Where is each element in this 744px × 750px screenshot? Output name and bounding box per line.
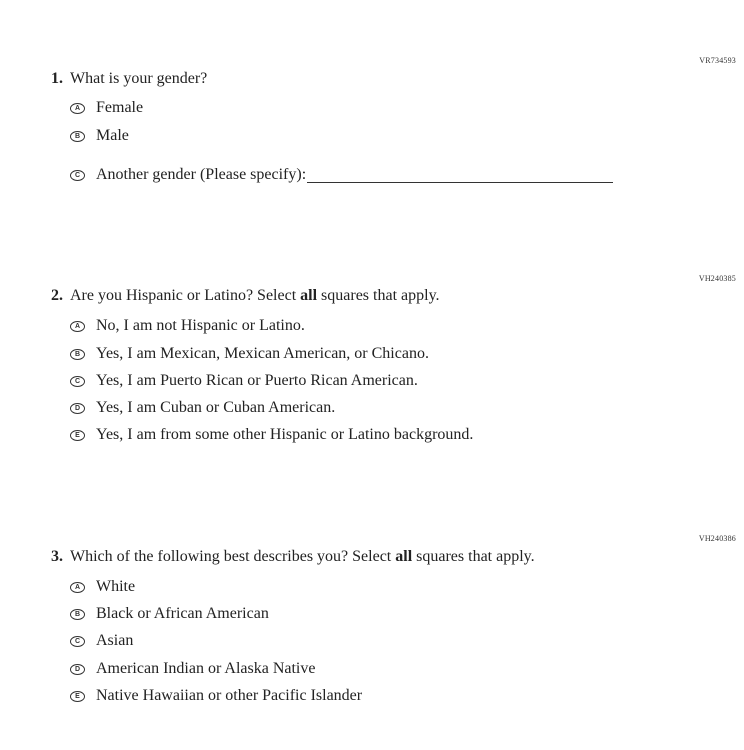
question-text-part: Are you Hispanic or Latino? Select (70, 287, 301, 304)
checkbox-bubble[interactable]: E (70, 691, 85, 702)
question-number: 1. (51, 70, 63, 87)
radio-bubble[interactable]: C (70, 170, 85, 181)
question-text-part: squares that apply. (412, 548, 535, 565)
option-label: Male (96, 127, 129, 144)
radio-bubble[interactable]: A (70, 103, 85, 114)
checkbox-bubble[interactable]: B (70, 349, 85, 360)
checkbox-bubble[interactable]: A (70, 321, 85, 332)
option-label: Black or African American (96, 605, 269, 622)
answer-option[interactable] (70, 632, 133, 650)
checkbox-bubble[interactable]: D (70, 664, 85, 675)
checkbox-bubble[interactable]: B (70, 609, 85, 620)
question-text-part: squares that apply. (317, 287, 440, 304)
question-code: VR734593 (699, 56, 736, 65)
question-3 (51, 548, 535, 566)
option-label: American Indian or Alaska Native (96, 660, 316, 677)
answer-option[interactable] (70, 399, 335, 417)
checkbox-bubble[interactable]: C (70, 636, 85, 647)
answer-option[interactable] (70, 426, 473, 444)
option-label: Yes, I am Puerto Rican or Puerto Rican American. (96, 372, 418, 389)
answer-option[interactable] (70, 345, 429, 363)
option-label: Female (96, 99, 144, 116)
checkbox-bubble[interactable]: D (70, 403, 85, 414)
checkbox-bubble[interactable]: C (70, 376, 85, 387)
option-label: Yes, I am Mexican, Mexican American, or Chicano. (96, 345, 429, 362)
option-label: White (96, 578, 136, 595)
radio-bubble[interactable]: B (70, 131, 85, 142)
answer-option[interactable] (70, 166, 613, 184)
question-1 (51, 70, 207, 88)
checkbox-bubble[interactable]: E (70, 430, 85, 441)
question-text-part: Which of the following best describes you? Select (70, 548, 396, 565)
question-code: VH240386 (698, 534, 736, 543)
checkbox-bubble[interactable]: A (70, 582, 85, 593)
option-label: No, I am not Hispanic or Latino. (96, 317, 305, 334)
question-2 (51, 287, 440, 305)
question-emphasis: all (300, 287, 318, 304)
option-label: Yes, I am from some other Hispanic or Latino background. (96, 426, 474, 443)
question-number: 3. (51, 548, 63, 565)
specify-input-line[interactable] (307, 168, 613, 183)
option-label: Asian (96, 632, 134, 649)
option-label: Yes, I am Cuban or Cuban American. (96, 399, 336, 416)
question-number: 2. (51, 287, 63, 304)
answer-option[interactable] (70, 372, 418, 390)
option-label: Native Hawaiian or other Pacific Islander (96, 687, 363, 704)
answer-option[interactable] (70, 127, 129, 145)
answer-option[interactable] (70, 687, 362, 705)
question-code: VH240385 (698, 274, 736, 283)
answer-option[interactable] (70, 317, 305, 335)
question-text: What is your gender? (70, 70, 208, 87)
question-emphasis: all (395, 548, 413, 565)
answer-option[interactable] (70, 605, 269, 623)
answer-option[interactable] (70, 99, 143, 117)
answer-option[interactable] (70, 578, 135, 596)
answer-option[interactable] (70, 660, 315, 678)
option-label: Another gender (Please specify): (96, 166, 307, 183)
